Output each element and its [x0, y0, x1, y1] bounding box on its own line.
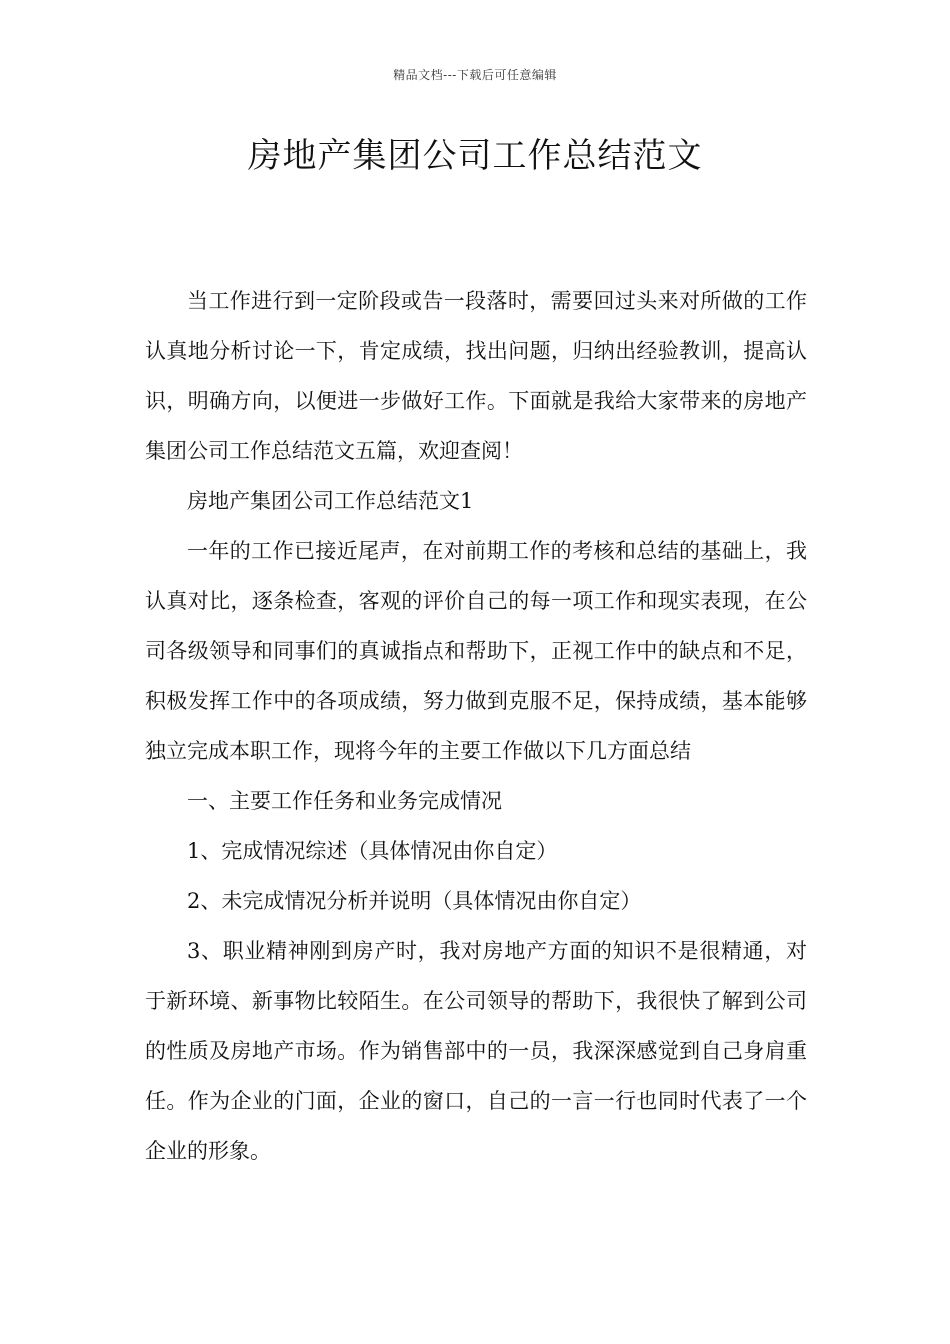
paragraph-item-3: 3、职业精神刚到房产时，我对房地产方面的知识不是很精通，对于新环境、新事物比较陌生。在公司领导的帮助下，我很快了解到公司的性质及房地产市场。作为销售部中的一员，我深深感觉到自己身肩重任。作为企业的门面，企业的窗口，自己的一言一行也同时代表了一个企业的形象。: [145, 939, 807, 1163]
document-body: [145, 276, 807, 1176]
paragraph-item-1: 1、完成情况综述（具体情况由你自定）: [187, 839, 558, 863]
paragraph-intro: 当工作进行到一定阶段或告一段落时，需要回过头来对所做的工作认真地分析讨论一下，肯定成绩，找出问题，归纳出经验教训，提高认识，明确方向，以便进一步做好工作。下面就是我给大家带来的房地产集团公司工作总结范文五篇，欢迎查阅！: [145, 289, 807, 463]
document-title: 房地产集团公司工作总结范文: [247, 136, 703, 176]
paragraph-summary: 一年的工作已接近尾声，在对前期工作的考核和总结的基础上，我认真对比，逐条检查，客观的评价自己的每一项工作和现实表现，在公司各级领导和同事们的真诚指点和帮助下，正视工作中的缺点和不足，积极发挥工作中的各项成绩，努力做到克服不足，保持成绩，基本能够独立完成本职工作，现将今年的主要工作做以下几方面总结: [145, 539, 807, 763]
header-note: 精品文档---下载后可任意编辑: [393, 68, 557, 82]
paragraph-heading-main-tasks: 一、主要工作任务和业务完成情况: [187, 789, 502, 813]
paragraph-section-heading: 房地产集团公司工作总结范文1: [187, 489, 474, 513]
paragraph-item-2: 2、未完成情况分析并说明（具体情况由你自定）: [187, 889, 642, 913]
